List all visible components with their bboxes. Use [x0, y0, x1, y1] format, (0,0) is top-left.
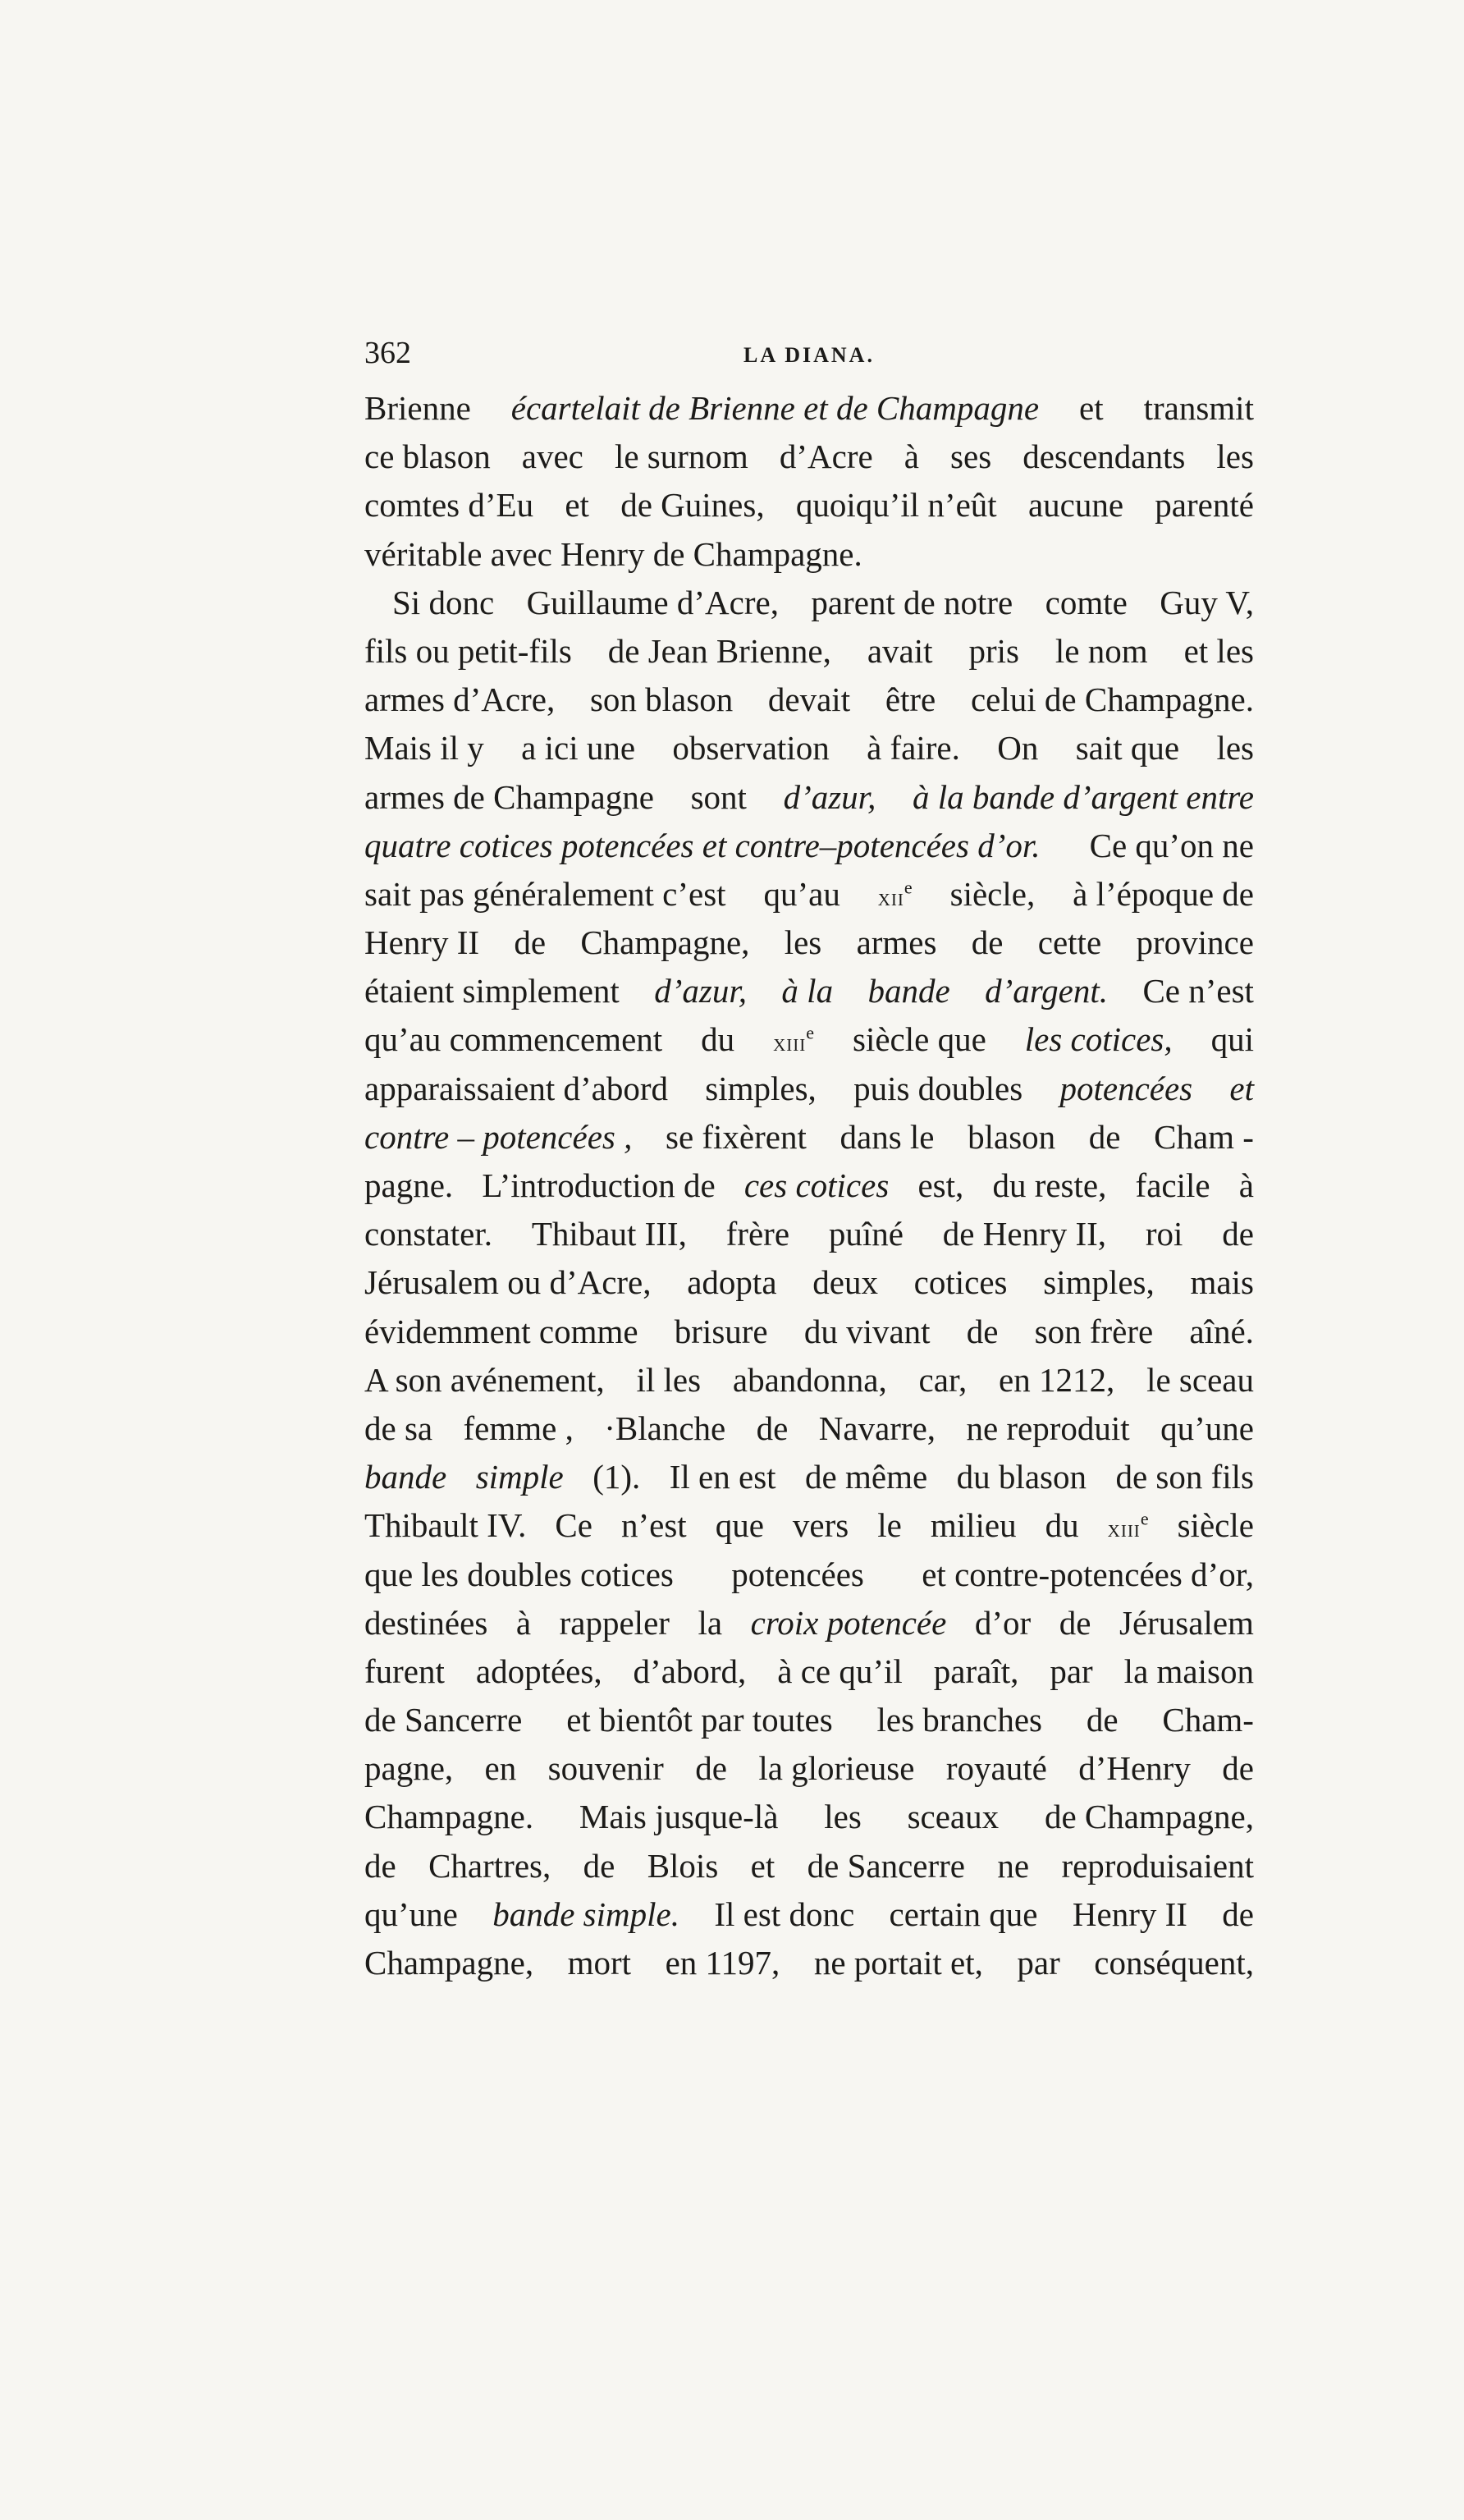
- text-segment: province: [1136, 923, 1254, 962]
- text-line: [364, 676, 1254, 724]
- text-segment: pris: [968, 631, 1019, 670]
- italic-phrase: d’azur,: [783, 777, 876, 816]
- text-segment: Navarre,: [818, 1409, 936, 1447]
- text-segment: apparaissaient d’abord: [364, 1069, 668, 1107]
- text-segment: qu’au commencement: [364, 1020, 663, 1059]
- text-line: [364, 1210, 1254, 1258]
- text-segment: sait que: [1075, 729, 1180, 767]
- text-segment: de Guines,: [620, 486, 765, 525]
- text-segment: est,: [917, 1166, 964, 1204]
- text-segment: Ce: [555, 1506, 592, 1545]
- text-segment: Il en est: [669, 1458, 776, 1496]
- text-segment: potencées: [731, 1555, 864, 1593]
- text-segment: Brienne: [364, 389, 471, 427]
- text-segment: de: [364, 1846, 396, 1885]
- text-segment: les: [824, 1798, 862, 1836]
- text-line: [364, 627, 1254, 676]
- text-segment: par: [1050, 1652, 1093, 1690]
- text-segment: à: [904, 438, 919, 476]
- text-segment: On: [997, 729, 1039, 767]
- text-segment: qui: [1210, 1020, 1254, 1059]
- text-segment: simples,: [1043, 1263, 1155, 1302]
- text-segment: qu’une: [1160, 1409, 1254, 1447]
- text-segment: Ce qu’on ne: [1089, 826, 1254, 864]
- text-segment: son frère: [1034, 1312, 1154, 1350]
- text-segment: (1).: [592, 1458, 641, 1496]
- text-segment: Si donc: [392, 583, 495, 621]
- text-segment: véritable avec Henry de Champagne.: [364, 534, 862, 573]
- text-segment: A son avénement,: [364, 1360, 605, 1399]
- text-segment: vers: [792, 1506, 849, 1545]
- text-line: [364, 919, 1254, 967]
- text-line: [364, 1744, 1254, 1793]
- text-segment: de sa: [364, 1409, 433, 1447]
- text-segment: et les: [1183, 631, 1254, 670]
- text-line: [364, 1258, 1254, 1307]
- text-segment: parent de notre: [811, 583, 1013, 621]
- text-segment: Thibaut III,: [531, 1215, 687, 1253]
- text-segment: siècle que: [852, 1020, 986, 1059]
- text-segment: et: [750, 1846, 775, 1885]
- text-segment: cette: [1037, 923, 1102, 962]
- text-segment: la glorieuse: [758, 1749, 915, 1788]
- text-line: [364, 1696, 1254, 1744]
- text-segment: rappeler: [559, 1603, 670, 1642]
- text-segment: Mais il y: [364, 729, 484, 767]
- text-segment: du vivant: [803, 1312, 931, 1350]
- text-segment: les: [784, 923, 822, 962]
- text-segment: constater.: [364, 1215, 492, 1253]
- text-segment: son blason: [589, 680, 734, 719]
- text-segment: celui de Champagne.: [970, 680, 1254, 719]
- text-segment: Thibault IV.: [364, 1506, 527, 1545]
- text-segment: qu’une: [364, 1895, 458, 1933]
- italic-phrase: contre – potencées ,: [364, 1117, 633, 1156]
- text-segment: certain que: [889, 1895, 1038, 1933]
- text-line: [364, 481, 1254, 529]
- text-line: [364, 724, 1254, 772]
- text-segment: étaient simplement: [364, 972, 620, 1010]
- text-segment: Champagne,: [364, 1944, 534, 1982]
- text-line: [364, 1356, 1254, 1404]
- text-segment: de: [695, 1749, 727, 1788]
- text-segment: Guillaume d’Acre,: [526, 583, 779, 621]
- text-segment: Champagne.: [364, 1798, 534, 1836]
- text-line: [364, 1308, 1254, 1356]
- text-segment: d’Acre: [779, 438, 873, 476]
- text-segment: destinées: [364, 1603, 488, 1642]
- text-segment: les: [1216, 729, 1254, 767]
- text-segment: en: [484, 1749, 517, 1788]
- text-segment: ce blason: [364, 438, 491, 476]
- text-line: [364, 1501, 1254, 1550]
- text-segment: le sceau: [1146, 1360, 1254, 1399]
- text-segment: dans le: [840, 1117, 935, 1156]
- text-segment: L’introduction de: [482, 1166, 716, 1204]
- text-line: [364, 967, 1254, 1015]
- text-segment: fils ou petit-fils: [364, 631, 572, 670]
- text-segment: Guy V,: [1160, 583, 1254, 621]
- text-segment: en 1212,: [999, 1360, 1115, 1399]
- text-line: [364, 433, 1254, 481]
- text-segment: deux: [812, 1263, 878, 1302]
- text-segment: armes d’Acre,: [364, 680, 556, 719]
- text-segment: femme ,: [463, 1409, 574, 1447]
- text-segment: être: [885, 680, 936, 719]
- text-segment: xiii$^e$: [773, 1022, 815, 1057]
- text-segment: siècle: [1177, 1506, 1254, 1545]
- text-segment: blason: [968, 1117, 1056, 1156]
- italic-phrase: bande: [364, 1458, 447, 1496]
- italic-phrase: d’azur,: [654, 972, 748, 1010]
- body-text: [364, 384, 1254, 1987]
- text-segment: il les: [636, 1360, 702, 1399]
- text-segment: facile: [1135, 1166, 1210, 1204]
- text-segment: à: [515, 1603, 532, 1642]
- text-segment: le surnom: [614, 438, 748, 476]
- text-segment: et contre-potencées d’or,: [922, 1555, 1254, 1593]
- text-segment: les branches: [876, 1701, 1043, 1739]
- text-segment: à ce qu’il: [777, 1652, 903, 1690]
- text-line: [364, 1015, 1254, 1064]
- text-segment: à: [1238, 1166, 1254, 1204]
- text-segment: évidemment comme: [364, 1312, 638, 1350]
- text-segment: aîné.: [1189, 1312, 1254, 1350]
- text-segment: pagne,: [364, 1749, 454, 1788]
- text-segment: roi: [1145, 1215, 1183, 1253]
- text-segment: de: [1222, 1749, 1254, 1788]
- text-segment: aucune: [1027, 486, 1124, 525]
- text-segment: de même: [805, 1458, 928, 1496]
- text-segment: de Jean Brienne,: [607, 631, 831, 670]
- page-header: [364, 328, 1254, 378]
- text-segment: de: [1222, 1895, 1254, 1933]
- text-segment: reproduisaient: [1061, 1846, 1254, 1885]
- text-segment: du blason: [956, 1458, 1087, 1496]
- text-segment: sceaux: [907, 1798, 1000, 1836]
- text-segment: le: [877, 1506, 902, 1545]
- page-number: 362: [364, 336, 411, 370]
- text-segment: mort: [567, 1944, 632, 1982]
- text-segment: que: [715, 1506, 764, 1545]
- text-segment: et bientôt par toutes: [566, 1701, 833, 1739]
- text-segment: simples,: [705, 1069, 817, 1107]
- text-segment: conséquent,: [1094, 1944, 1254, 1982]
- text-segment: ses: [950, 438, 992, 476]
- text-segment: de Sancerre: [364, 1701, 523, 1739]
- text-segment: d’abord,: [633, 1652, 747, 1690]
- text-segment: se fixèrent: [665, 1117, 807, 1156]
- text-line: [364, 773, 1254, 822]
- italic-phrase: simple: [475, 1458, 564, 1496]
- text-segment: que les doubles cotices: [364, 1555, 674, 1593]
- text-line: [364, 1647, 1254, 1696]
- text-line: [364, 1842, 1254, 1890]
- text-segment: xii$^e$: [877, 877, 913, 911]
- text-segment: royauté: [945, 1749, 1047, 1788]
- text-segment: sont: [690, 777, 747, 816]
- italic-phrase: les cotices,: [1024, 1020, 1173, 1059]
- text-line: [364, 822, 1254, 870]
- text-segment: furent: [364, 1652, 445, 1690]
- text-segment: souvenir: [547, 1749, 664, 1788]
- text-line: [364, 1113, 1254, 1161]
- italic-phrase: et: [1229, 1069, 1254, 1107]
- italic-phrase: bande simple.: [492, 1895, 679, 1933]
- text-line: [364, 579, 1254, 627]
- text-segment: Henry II: [364, 923, 480, 962]
- text-line: [364, 870, 1254, 919]
- text-segment: d’Henry: [1078, 1749, 1191, 1788]
- text-segment: de: [1222, 1215, 1254, 1253]
- text-segment: mais: [1190, 1263, 1254, 1302]
- text-segment: paraît,: [933, 1652, 1019, 1690]
- running-title: LA DIANA.: [743, 343, 875, 367]
- text-segment: pagne.: [364, 1166, 454, 1204]
- text-segment: car,: [918, 1360, 968, 1399]
- text-segment: ne: [997, 1846, 1030, 1885]
- text-line: [364, 1453, 1254, 1501]
- text-segment: du reste,: [992, 1166, 1107, 1204]
- text-line: [364, 1599, 1254, 1647]
- text-segment: abandonna,: [732, 1360, 887, 1399]
- text-line: [364, 1939, 1254, 1987]
- text-segment: du: [701, 1020, 735, 1059]
- text-segment: armes: [856, 923, 937, 962]
- text-segment: Jérusalem ou d’Acre,: [364, 1263, 652, 1302]
- text-segment: siècle,: [949, 874, 1036, 913]
- text-segment: Chartres,: [428, 1846, 551, 1885]
- text-segment: Ce n’est: [1142, 972, 1254, 1010]
- text-segment: frère: [725, 1215, 790, 1253]
- text-segment: parenté: [1155, 486, 1254, 525]
- text-line: [364, 1551, 1254, 1599]
- text-segment: transmit: [1143, 389, 1254, 427]
- text-segment: de son fils: [1115, 1458, 1254, 1496]
- text-segment: les: [1216, 438, 1254, 476]
- text-segment: observation: [672, 729, 830, 767]
- text-segment: ne portait et,: [813, 1944, 983, 1982]
- text-segment: le nom: [1055, 631, 1148, 670]
- text-segment: la: [698, 1603, 723, 1642]
- text-segment: Henry II: [1072, 1895, 1187, 1933]
- italic-phrase: bande: [867, 972, 950, 1010]
- text-segment: puîné: [828, 1215, 904, 1253]
- text-segment: de: [514, 923, 547, 962]
- text-segment: de Henry II,: [942, 1215, 1107, 1253]
- text-segment: du: [1045, 1506, 1079, 1545]
- italic-phrase: à la bande d’argent entre: [913, 777, 1254, 816]
- text-segment: Blois: [647, 1846, 719, 1885]
- text-segment: devait: [767, 680, 851, 719]
- text-line: [364, 1404, 1254, 1453]
- italic-phrase: d’argent.: [985, 972, 1109, 1010]
- text-segment: de: [583, 1846, 615, 1885]
- text-segment: cotices: [913, 1263, 1008, 1302]
- text-segment: de: [756, 1409, 789, 1447]
- text-segment: quoiqu’il n’eût: [795, 486, 997, 525]
- text-line: [364, 384, 1254, 433]
- text-segment: et: [1079, 389, 1104, 427]
- text-line: [364, 1890, 1254, 1939]
- text-segment: de: [966, 1312, 999, 1350]
- text-segment: brisure: [674, 1312, 768, 1350]
- text-segment: la maison: [1123, 1652, 1254, 1690]
- text-segment: de: [1059, 1603, 1091, 1642]
- italic-phrase: à la: [781, 972, 834, 1010]
- text-segment: de: [971, 923, 1004, 962]
- italic-phrase: ces cotices: [743, 1166, 890, 1204]
- text-line: [364, 1161, 1254, 1210]
- text-segment: Cham-: [1162, 1701, 1254, 1739]
- text-segment: avec: [521, 438, 583, 476]
- text-segment: Cham -: [1154, 1117, 1254, 1156]
- text-segment: de Champagne,: [1044, 1798, 1254, 1836]
- text-segment: n’est: [620, 1506, 687, 1545]
- text-segment: comte: [1045, 583, 1128, 621]
- text-segment: xiii$^e$: [1107, 1508, 1149, 1543]
- text-segment: en 1197,: [665, 1944, 780, 1982]
- text-segment: sait pas généralement c’est: [364, 874, 726, 913]
- text-segment: et: [565, 486, 589, 525]
- text-segment: a ici une: [521, 729, 636, 767]
- text-segment: descendants: [1023, 438, 1186, 476]
- text-segment: de Sancerre: [807, 1846, 965, 1885]
- text-line: [364, 530, 1254, 579]
- text-segment: Il est donc: [714, 1895, 855, 1933]
- text-segment: puis doubles: [853, 1069, 1023, 1107]
- text-segment: qu’au: [763, 874, 840, 913]
- text-segment: d’or: [974, 1603, 1032, 1642]
- text-segment: à l’époque de: [1073, 874, 1254, 913]
- text-line: [364, 1793, 1254, 1841]
- italic-phrase: écartelait de Brienne et de Champagne: [510, 389, 1040, 427]
- text-segment: Mais jusque-là: [579, 1798, 779, 1836]
- text-segment: adoptées,: [475, 1652, 602, 1690]
- italic-phrase: potencées: [1059, 1069, 1193, 1107]
- text-segment: à faire.: [867, 729, 960, 767]
- text-segment: ·Blanche: [604, 1409, 726, 1447]
- italic-phrase: quatre cotices potencées et contre–potencées d’or.: [364, 826, 1041, 864]
- text-segment: par: [1017, 1944, 1060, 1982]
- text-segment: ne reproduit: [966, 1409, 1130, 1447]
- text-segment: milieu: [930, 1506, 1017, 1545]
- text-segment: Jérusalem: [1119, 1603, 1254, 1642]
- text-segment: comtes d’Eu: [364, 486, 534, 525]
- text-segment: armes de Champagne: [364, 777, 654, 816]
- text-segment: adopta: [687, 1263, 777, 1302]
- text-segment: de: [1086, 1701, 1119, 1739]
- italic-phrase: croix potencée: [750, 1603, 947, 1642]
- text-segment: avait: [867, 631, 933, 670]
- text-segment: de: [1088, 1117, 1121, 1156]
- text-segment: Champagne,: [580, 923, 750, 962]
- text-line: [364, 1065, 1254, 1113]
